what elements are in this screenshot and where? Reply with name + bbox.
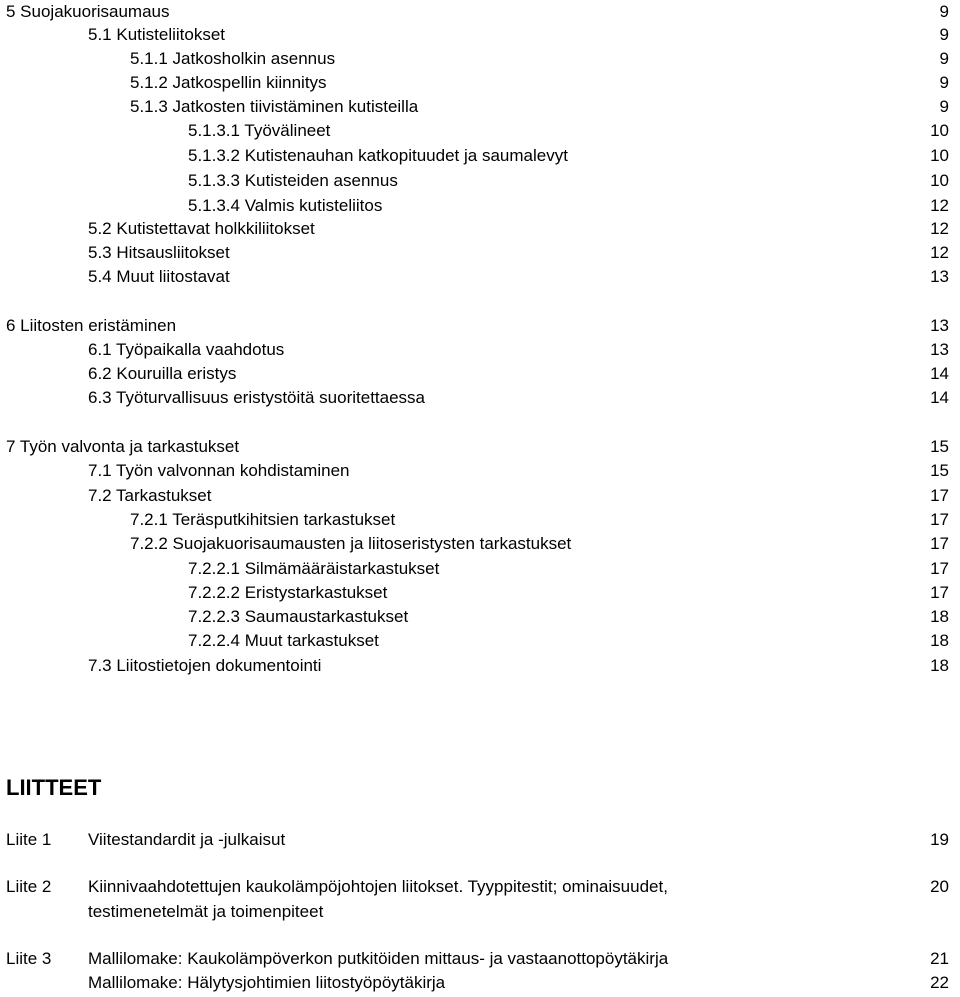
toc-entry-page: 17	[930, 486, 949, 505]
toc-entry-page: 9	[939, 49, 949, 68]
toc-entry-title: 6 Liitosten eristäminen	[6, 316, 177, 335]
toc-entry-page: 9	[939, 73, 949, 92]
annex-label: Liite 2	[6, 877, 52, 896]
toc-entry-title: 7.2.1 Teräsputkihitsien tarkastukset	[130, 510, 396, 529]
toc-entry-title: 7.1 Työn valvonnan kohdistaminen	[88, 461, 350, 480]
toc-entry-title: 5 Suojakuorisaumaus	[6, 2, 170, 21]
toc-entry[interactable]	[0, 532, 960, 556]
toc-entry-title: 5.4 Muut liitostavat	[88, 267, 230, 286]
toc-entry-page: 17	[930, 559, 949, 578]
toc-entry[interactable]	[0, 605, 960, 629]
toc-entry-title: 5.1.3 Jatkosten tiivistäminen kutisteilla	[130, 97, 419, 116]
toc-entry-page: 15	[930, 461, 949, 480]
toc-entry-page: 12	[930, 219, 949, 238]
toc-entry[interactable]	[0, 217, 960, 241]
toc-entry[interactable]	[0, 47, 960, 71]
toc-entry[interactable]	[0, 629, 960, 653]
annex-title: Kiinnivaahdotettujen kaukolämpöjohtojen liitokset. Tyyppitestit; ominaisuudet,	[88, 877, 668, 896]
toc-entry-page: 12	[930, 196, 949, 215]
annex-title: Viitestandardit ja -julkaisut	[88, 830, 286, 849]
toc-entry-page: 9	[939, 2, 949, 21]
toc-entry-page: 9	[939, 25, 949, 44]
toc-entry-title: 7.2.2 Suojakuorisaumausten ja liitoseristysten tarkastukset	[130, 534, 572, 553]
toc-entry-title: 5.1.3.4 Valmis kutisteliitos	[188, 196, 383, 215]
toc-entry-title: 7.3 Liitostietojen dokumentointi	[88, 656, 322, 675]
toc-entry-page: 13	[930, 316, 949, 335]
toc-entry[interactable]	[0, 459, 960, 483]
toc-entry-title: 7.2 Tarkastukset	[88, 486, 212, 505]
toc-entry[interactable]	[0, 654, 960, 678]
toc-entry-page: 9	[939, 97, 949, 116]
toc-entry[interactable]	[0, 338, 960, 362]
toc-entry-page: 14	[930, 388, 949, 407]
annex-heading: LIITTEET	[6, 775, 102, 800]
toc-entry-page: 13	[930, 340, 949, 359]
toc-entry-title: 6.1 Työpaikalla vaahdotus	[88, 340, 285, 359]
toc-entry-title: 7.2.2.1 Silmämääräistarkastukset	[188, 559, 440, 578]
annex-title: Mallilomake: Hälytysjohtimien liitostyöpöytäkirja	[88, 973, 446, 992]
toc-entry-title: 5.1 Kutisteliitokset	[88, 25, 226, 44]
toc-entry-page: 15	[930, 437, 949, 456]
toc-entry-title: 5.1.2 Jatkospellin kiinnitys	[130, 73, 327, 92]
annex-page: 20	[930, 877, 949, 896]
toc-entry-page: 17	[930, 510, 949, 529]
toc-entry-title: 5.1.3.3 Kutisteiden asennus	[188, 171, 398, 190]
toc-entry-page: 17	[930, 534, 949, 553]
toc-entry-page: 18	[930, 656, 949, 675]
toc-entry[interactable]	[0, 508, 960, 532]
toc-entry[interactable]	[0, 581, 960, 605]
toc-entry-page: 10	[930, 146, 949, 165]
toc-entry-title: 7.2.2.3 Saumaustarkastukset	[188, 607, 409, 626]
annex-title-continued: testimenetelmät ja toimenpiteet	[88, 902, 324, 921]
toc-entry[interactable]	[0, 314, 960, 338]
toc-entry[interactable]	[0, 557, 960, 581]
toc-entry[interactable]	[0, 95, 960, 119]
toc-entry-title: 5.3 Hitsausliitokset	[88, 243, 230, 262]
toc-entry[interactable]	[0, 386, 960, 410]
toc-entry[interactable]	[0, 265, 960, 289]
toc-entry-page: 13	[930, 267, 949, 286]
toc-entry-title: 6.2 Kouruilla eristys	[88, 364, 237, 383]
toc-entry-page: 14	[930, 364, 949, 383]
toc-entry[interactable]	[0, 169, 960, 193]
toc-entry[interactable]	[0, 71, 960, 95]
toc-entry-title: 7.2.2.2 Eristystarkastukset	[188, 583, 388, 602]
toc-entry-title: 5.1.3.2 Kutistenauhan katkopituudet ja saumalevyt	[188, 146, 568, 165]
toc-entry-page: 17	[930, 583, 949, 602]
toc-entry[interactable]	[0, 0, 960, 24]
annex-title: Mallilomake: Kaukolämpöverkon putkitöiden mittaus- ja vastaanottopöytäkirja	[88, 949, 669, 968]
annex-label: Liite 3	[6, 949, 52, 968]
annex-page: 22	[930, 973, 949, 992]
toc-entry[interactable]	[0, 144, 960, 168]
toc-entry-page: 10	[930, 171, 949, 190]
toc-entry[interactable]	[0, 484, 960, 508]
toc-entry-page: 12	[930, 243, 949, 262]
toc-entry[interactable]	[0, 362, 960, 386]
toc-entry-page: 10	[930, 121, 949, 140]
toc-entry[interactable]	[0, 194, 960, 218]
toc-entry[interactable]	[0, 241, 960, 265]
annex-entry[interactable]	[0, 828, 960, 852]
toc-entry-title: 5.1.3.1 Työvälineet	[188, 121, 331, 140]
annex-label: Liite 1	[6, 830, 52, 849]
toc-entry-title: 7 Työn valvonta ja tarkastukset	[6, 437, 240, 456]
annex-page: 21	[930, 949, 949, 968]
annex-entry[interactable]	[0, 947, 960, 995]
toc-entry[interactable]	[0, 23, 960, 47]
toc-entry-page: 18	[930, 607, 949, 626]
annex-page: 19	[930, 830, 949, 849]
toc-entry[interactable]	[0, 435, 960, 459]
annex-entry[interactable]	[0, 875, 960, 923]
toc-entry-title: 6.3 Työturvallisuus eristystöitä suoritettaessa	[88, 388, 426, 407]
toc-entry-title: 7.2.2.4 Muut tarkastukset	[188, 631, 379, 650]
toc-entry[interactable]	[0, 119, 960, 143]
toc-entry-title: 5.2 Kutistettavat holkkiliitokset	[88, 219, 315, 238]
toc-entry-title: 5.1.1 Jatkosholkin asennus	[130, 49, 336, 68]
toc-entry-page: 18	[930, 631, 949, 650]
